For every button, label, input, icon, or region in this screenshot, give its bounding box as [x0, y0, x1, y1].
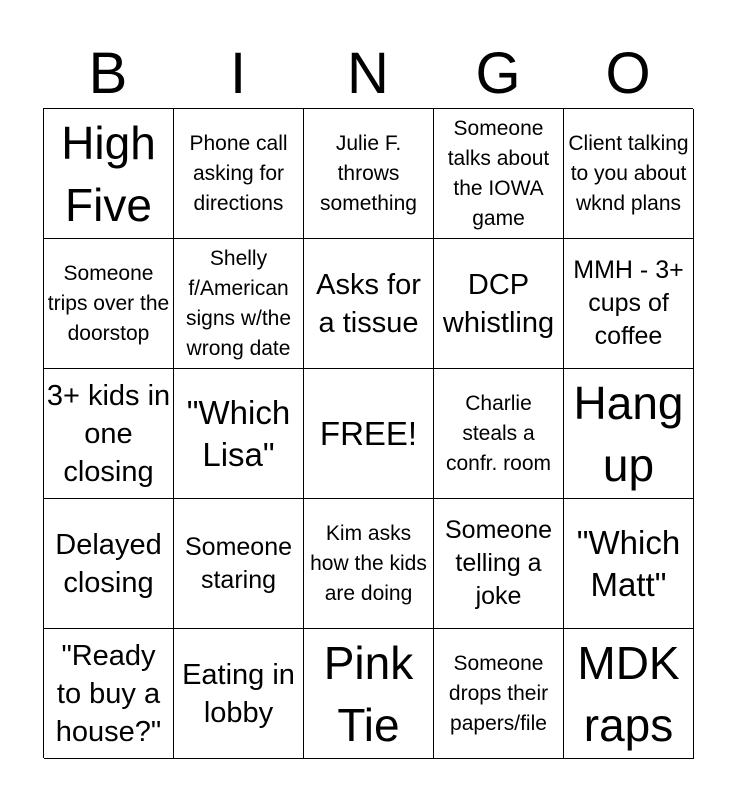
- bingo-cell: [564, 369, 694, 499]
- bingo-cell: [564, 109, 694, 239]
- cell-text: MMH - 3+ cups of coffee: [573, 256, 684, 350]
- bingo-cell: [174, 499, 304, 629]
- bingo-cell: [174, 109, 304, 239]
- bingo-cell: [174, 369, 304, 499]
- bingo-cell: [174, 629, 304, 759]
- cell-text: Shelly f/American signs w/the wrong date: [185, 246, 292, 360]
- cell-text: DCP whistling: [442, 268, 555, 339]
- bingo-cell: [564, 629, 694, 759]
- bingo-cell: [44, 499, 174, 629]
- header-letter-g: G: [475, 41, 521, 106]
- cell-text: FREE!: [319, 414, 418, 452]
- cell-text: Julie F. throws something: [320, 131, 417, 215]
- bingo-cell: [44, 629, 174, 759]
- bingo-cell: [434, 109, 564, 239]
- bingo-cell: [304, 109, 434, 239]
- cell-text: "Which Lisa": [186, 393, 291, 473]
- bingo-grid: [43, 108, 693, 758]
- cell-text: Kim asks how the kids are doing: [310, 521, 427, 605]
- bingo-cell: [44, 109, 174, 239]
- header-letter-n: N: [347, 41, 389, 106]
- cell-text: Someone telling a joke: [444, 516, 553, 610]
- cell-text: Client talking to you about wknd plans: [568, 131, 689, 215]
- bingo-cell: [434, 499, 564, 629]
- bingo-cell: [304, 629, 434, 759]
- bingo-cell: [434, 369, 564, 499]
- cell-text: Someone trips over the doorstop: [47, 261, 170, 345]
- bingo-cell: [434, 629, 564, 759]
- header-letter-b: B: [88, 41, 128, 106]
- cell-text: Someone talks about the IOWA game: [447, 116, 550, 230]
- bingo-cell: [564, 239, 694, 369]
- bingo-header: [43, 40, 693, 108]
- cell-text: 3+ kids in one closing: [46, 379, 171, 488]
- bingo-cell: [564, 499, 694, 629]
- bingo-cell: [174, 239, 304, 369]
- cell-text: Phone call asking for directions: [189, 131, 288, 215]
- bingo-cell: [44, 239, 174, 369]
- bingo-cell: [434, 239, 564, 369]
- cell-text: Delayed closing: [55, 528, 162, 599]
- bingo-cell: [304, 499, 434, 629]
- cell-text: "Which Matt": [576, 523, 681, 603]
- cell-text: Charlie steals a confr. room: [445, 391, 552, 475]
- bingo-cell: [44, 369, 174, 499]
- cell-text: MDK raps: [577, 636, 680, 751]
- cell-text: Eating in lobby: [182, 658, 295, 729]
- free-space: [304, 369, 434, 499]
- cell-text: High Five: [61, 116, 156, 231]
- cell-text: Pink Tie: [323, 636, 414, 751]
- cell-text: "Ready to buy a house?": [55, 639, 162, 748]
- cell-text: Someone staring: [184, 532, 293, 594]
- cell-text: Hang up: [573, 376, 684, 491]
- bingo-cell: [304, 239, 434, 369]
- header-letter-o: O: [605, 41, 651, 106]
- header-letter-i: I: [229, 41, 247, 106]
- cell-text: Someone drops their papers/file: [448, 651, 549, 735]
- cell-text: Asks for a tissue: [316, 268, 421, 339]
